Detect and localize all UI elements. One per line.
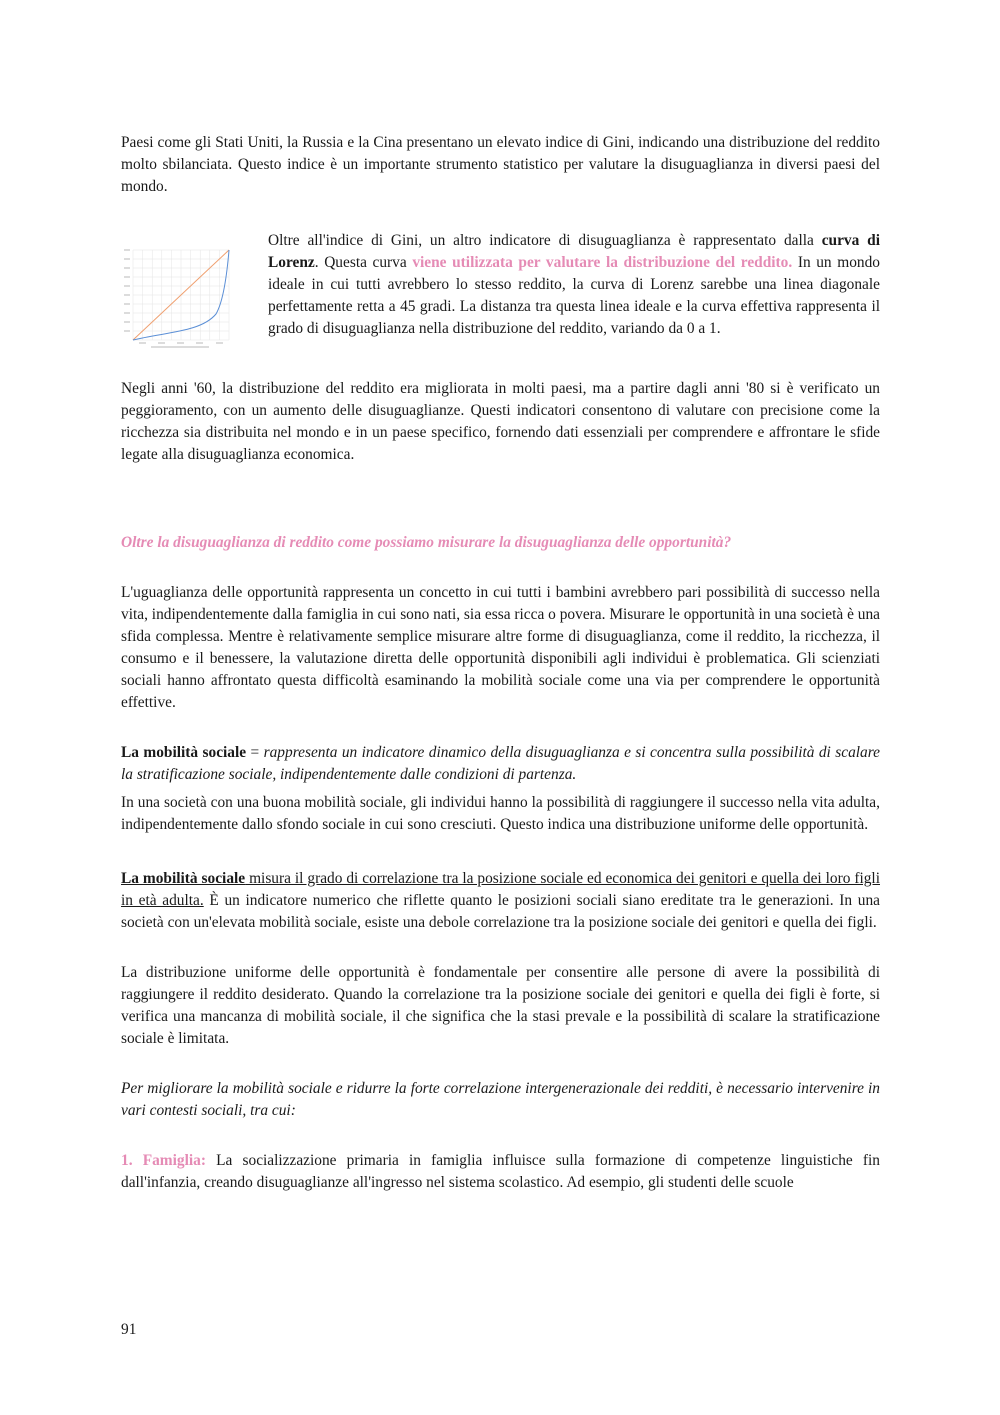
paragraph-income-trend: Negli anni '60, la distribuzione del reddito era migliorata in molti paesi, ma a partire dagli anni '80 si è verificato un peggioramento, con un aumento delle disuguaglianze. Questi indicatori consentono di valutare con precisione come la ricchezza sia distribuita nel mondo e in un paese specifico, fornendo dati essenziali per comprendere e affrontare le sfide legate alla disuguaglianza economica. (121, 380, 880, 463)
paragraph-opportunity: L'uguaglianza delle opportunità rappresenta un concetto in cui tutti i bambini avrebbero pari possibilità di successo nella vita, indipendentemente dalla famiglia in cui sono nati, sia essa ricca o povera. Misurare le opportunità in una società è una sfida complessa. Mentre è relativamente semplice misurare altre forme di disuguaglianza, come il reddito, la ricchezza, il consumo e il benessere, la valutazione diretta delle opportunità disponibili agli individui è problematica. Gli scienziati sociali hanno affrontato questa difficoltà esaminando la mobilità sociale come una via per comprendere le opportunità effettive. (121, 584, 880, 711)
lorenz-text-end: In un mondo ideale in cui tutti avrebbero lo stesso reddito, la curva di Lorenz sarebbe una linea diagonale perfettamente retta a 45 gradi. La distanza tra questa linea ideale e la curva effettiva rappresenta il grado di disuguaglianza nella distribuzione del reddito, variando da 0 a 1. (268, 254, 880, 337)
list-item-label: 1. Famiglia: (121, 1152, 206, 1169)
mobility-underlined: misura il grado di correlazione tra la posizione sociale ed economica dei genitori e quella dei loro figli in età adulta. (121, 870, 880, 909)
paragraph-gini-countries: Paesi come gli Stati Uniti, la Russia e la Cina presentano un elevato indice di Gini, indicando una distribuzione del reddito molto sbilanciata. Questo indice è un importante strumento statistico per valutare la disuguaglianza in diversi paesi del mondo. (121, 134, 880, 195)
mobility-term: La mobilità sociale (121, 870, 246, 887)
definition-term: La mobilità sociale (121, 744, 247, 761)
definition-text: rappresenta un indicatore dinamico della disuguaglianza e si concentra sulla possibilità di scalare la stratificazione sociale, indipendentemente dalle condizioni di partenza. (121, 744, 880, 783)
page-number: 91 (121, 1321, 137, 1338)
paragraph-mobility-correlation (121, 868, 880, 934)
lorenz-highlight: viene utilizzata per valutare la distribuzione del reddito. (412, 254, 793, 271)
mobility-rest: È un indicatore numerico che riflette quanto le posizioni sociali siano ereditate tra le generazioni. In una società con un'elevata mobilità sociale, esiste una debole correlazione tra la posizione sociale dei genitori e quella dei figli. (121, 892, 880, 931)
lorenz-text-mid: . Questa curva (314, 254, 413, 271)
paragraph-uniform-distribution: La distribuzione uniforme delle opportunità è fondamentale per consentire alle persone di avere la possibilità di raggiungere il reddito desiderato. Quando la correlazione tra la posizione sociale dei genitori e quella dei figli è forte, si verifica una mancanza di mobilità sociale, il che significa che la stasi prevale e la possibilità di scalare la stratificazione sociale è limitata. (121, 964, 880, 1047)
definition-social-mobility (121, 742, 880, 786)
paragraph-good-mobility: In una società con una buona mobilità sociale, gli individui hanno la possibilità di raggiungere il successo nella vita adulta, indipendentemente dallo sfondo sociale in cui sono cresciuti. Questo indica una distribuzione uniforme delle opportunità. (121, 794, 880, 833)
list-item-family (121, 1150, 880, 1194)
lorenz-text-intro: Oltre all'indice di Gini, un altro indicatore di disuguaglianza è rappresentato dalla (268, 232, 822, 249)
section-heading: Oltre la disuguaglianza di reddito come possiamo misurare la disuguaglianza delle opportunità? (121, 534, 732, 551)
page-body (121, 132, 880, 1194)
lorenz-term: curva di Lorenz (268, 232, 880, 271)
paragraph-lorenz (268, 230, 880, 350)
lorenz-curve-figure (121, 244, 239, 350)
paragraph-interventions: Per migliorare la mobilità sociale e ridurre la forte correlazione intergenerazionale dei redditi, è necessario intervenire in vari contesti sociali, tra cui: (121, 1080, 880, 1119)
definition-equals: = (246, 744, 264, 761)
list-item-text: La socializzazione primaria in famiglia influisce sulla formazione di competenze linguistiche fin dall'infanzia, creando disuguaglianze all'ingresso nel sistema scolastico. Ad esempio, gli studenti delle scuole (121, 1152, 881, 1191)
lorenz-section (121, 230, 880, 350)
